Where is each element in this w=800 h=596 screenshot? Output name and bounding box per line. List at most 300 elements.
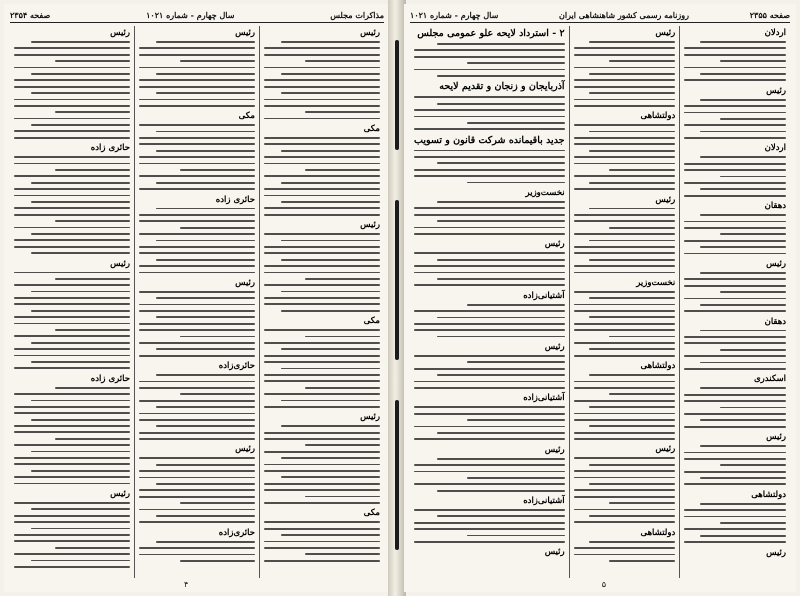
body-text-line (139, 233, 255, 235)
body-text-line (156, 259, 255, 261)
body-text-line (14, 355, 130, 357)
body-text-line (720, 118, 786, 120)
body-text-line (139, 124, 255, 126)
body-text-line (574, 143, 676, 145)
body-text-line (14, 335, 130, 337)
body-text-line (264, 163, 380, 165)
body-text-line (14, 412, 130, 414)
body-text-line (414, 49, 565, 51)
body-text-line (574, 457, 676, 459)
body-text-line (414, 150, 565, 152)
body-text-line (414, 69, 565, 71)
speaker-heading: جدید باقیمانده شرکت قانون و تسویب (413, 134, 565, 146)
body-text-line (437, 317, 565, 319)
body-text-line (414, 329, 565, 331)
body-text-line (574, 291, 676, 293)
body-text-line (589, 208, 675, 210)
body-text-line (264, 380, 380, 382)
body-text-line (14, 79, 130, 81)
body-text-line (589, 374, 675, 376)
body-text-line (139, 137, 255, 139)
body-text-line (14, 188, 130, 190)
right-col-3 (410, 26, 569, 578)
body-text-line (14, 425, 130, 427)
body-text-line (574, 381, 676, 383)
body-text-line (684, 169, 786, 171)
body-text-line (684, 355, 786, 357)
body-text-line (264, 246, 380, 248)
left-col-2 (134, 26, 259, 578)
left-folio: ۴ (184, 580, 189, 589)
speaker-heading: رئیس (110, 258, 130, 269)
body-text-line (700, 330, 786, 332)
body-text-line (156, 374, 255, 376)
body-text-line (156, 483, 255, 485)
body-text-line (281, 534, 380, 536)
body-text-line (589, 464, 675, 466)
body-text-line (684, 227, 786, 229)
body-text-line (574, 156, 676, 158)
body-text-line (700, 304, 786, 306)
body-text-line (264, 47, 380, 49)
body-text-line (467, 182, 565, 184)
body-text-line (414, 541, 565, 543)
body-text-line (467, 419, 565, 421)
speaker-heading: رئیس (655, 194, 676, 205)
body-text-line (14, 483, 130, 485)
body-text-line (700, 246, 786, 248)
body-text-line (139, 86, 255, 88)
body-text-line (684, 221, 786, 223)
speaker-heading: رئیس (360, 220, 380, 231)
body-text-line (589, 425, 675, 427)
body-text-line (720, 176, 786, 178)
body-text-line (264, 438, 380, 440)
body-text-line (684, 413, 786, 415)
body-text-line (684, 240, 786, 242)
speaker-heading: آشتیانی‌زاده (523, 393, 565, 404)
body-text-line (574, 496, 676, 498)
body-text-line (437, 432, 565, 434)
body-text-line (574, 54, 676, 56)
body-text-line (139, 272, 255, 274)
left-header-left: صفحه ۲۳۵۴ (10, 10, 51, 20)
right-columns (410, 26, 790, 578)
body-text-line (180, 502, 255, 504)
body-text-line (574, 137, 676, 139)
body-text-line (139, 246, 255, 248)
body-text-line (574, 323, 676, 325)
body-text-line (264, 470, 380, 472)
body-text-line (684, 541, 786, 543)
body-text-line (437, 75, 565, 77)
body-text-line (14, 272, 130, 274)
body-text-line (14, 86, 130, 88)
speaker-heading: رئیس (544, 444, 565, 455)
body-text-line (264, 175, 380, 177)
body-text-line (684, 163, 786, 165)
body-text-line (139, 67, 255, 69)
body-text-line (414, 96, 565, 98)
body-text-line (14, 175, 130, 177)
body-text-line (264, 297, 380, 299)
body-text-line (14, 99, 130, 101)
body-text-line (264, 188, 380, 190)
body-text-line (684, 195, 786, 197)
body-text-line (589, 515, 675, 517)
body-text-line (700, 99, 786, 101)
body-text-line (264, 329, 380, 331)
body-text-line (139, 521, 255, 523)
body-text-line (264, 252, 380, 254)
body-text-line (589, 483, 675, 485)
body-text-line (14, 137, 130, 139)
body-text-line (684, 278, 786, 280)
body-text-line (139, 79, 255, 81)
body-text-line (305, 387, 380, 389)
body-text-line (264, 195, 380, 197)
body-text-line (684, 79, 786, 81)
body-text-line (31, 310, 130, 312)
body-text-line (55, 60, 130, 62)
body-text-line (156, 515, 255, 517)
body-text-line (14, 431, 130, 433)
body-text-line (14, 214, 130, 216)
body-text-line (264, 406, 380, 408)
body-text-line (31, 451, 130, 453)
body-text-line (589, 259, 675, 261)
speaker-heading: حائری‌زاده (218, 361, 255, 372)
body-text-line (720, 233, 786, 235)
body-text-line (589, 182, 675, 184)
body-text-line (574, 79, 676, 81)
body-text-line (31, 233, 130, 235)
body-text-line (281, 182, 380, 184)
body-text-line (720, 407, 786, 409)
body-text-line (31, 470, 130, 472)
body-text-line (14, 534, 130, 536)
body-text-line (700, 503, 786, 505)
body-text-line (264, 547, 380, 549)
body-text-line (31, 201, 130, 203)
body-text-line (684, 483, 786, 485)
body-text-line (700, 41, 786, 43)
body-text-line (139, 342, 255, 344)
body-text-line (684, 54, 786, 56)
body-text-line (264, 560, 380, 562)
body-text-line (14, 406, 130, 408)
speaker-heading: رئیس (360, 412, 380, 423)
body-text-line (700, 477, 786, 479)
body-text-line (139, 265, 255, 267)
speaker-heading: دهقان (764, 316, 786, 327)
body-text-line (700, 535, 786, 537)
body-text-line (31, 73, 130, 75)
body-text-line (700, 387, 786, 389)
body-text-line (14, 457, 130, 459)
body-text-line (609, 502, 675, 504)
body-text-line (156, 182, 255, 184)
body-text-line (264, 502, 380, 504)
body-text-line (264, 272, 380, 274)
gutter-ink-mark (395, 200, 399, 360)
speaker-heading: رئیس (766, 547, 786, 558)
left-columns (10, 26, 384, 578)
right-running-header (410, 8, 790, 23)
speaker-heading: رئیس (655, 444, 676, 455)
body-text-line (574, 252, 676, 254)
body-text-line (305, 553, 380, 555)
body-text-line (264, 284, 380, 286)
body-text-line (156, 150, 255, 152)
body-text-line (414, 156, 565, 158)
speaker-heading: رئیس (544, 239, 565, 250)
body-text-line (180, 60, 255, 62)
body-text-line (14, 476, 130, 478)
body-text-line (156, 406, 255, 408)
body-text-line (180, 560, 255, 562)
body-text-line (14, 502, 130, 504)
body-text-line (305, 278, 380, 280)
body-text-line (139, 220, 255, 222)
body-text-line (574, 413, 676, 415)
body-text-line (414, 464, 565, 466)
body-text-line (589, 316, 675, 318)
left-header-right: مذاکرات مجلس (330, 10, 384, 20)
body-text-line (589, 240, 675, 242)
speaker-heading: رئیس (544, 547, 565, 558)
body-text-line (414, 128, 565, 130)
body-text-line (139, 99, 255, 101)
body-text-line (574, 489, 676, 491)
body-text-line (14, 316, 130, 318)
body-text-line (684, 47, 786, 49)
body-text-line (589, 297, 675, 299)
body-text-line (264, 521, 380, 523)
body-text-line (14, 207, 130, 209)
body-text-line (414, 227, 565, 229)
body-text-line (700, 445, 786, 447)
body-text-line (264, 451, 380, 453)
body-text-line (414, 272, 565, 274)
body-text-line (305, 111, 380, 113)
body-text-line (14, 297, 130, 299)
body-text-line (414, 509, 565, 511)
speaker-heading: مکی (238, 111, 255, 122)
body-text-line (574, 163, 676, 165)
body-text-line (264, 99, 380, 101)
body-text-line (574, 233, 676, 235)
body-text-line (139, 54, 255, 56)
body-text-line (720, 291, 786, 293)
right-page (404, 4, 796, 592)
body-text-line (55, 547, 130, 549)
body-text-line (139, 438, 255, 440)
body-text-line (589, 541, 675, 543)
body-text-line (14, 227, 130, 229)
body-text-line (414, 368, 565, 370)
body-text-line (700, 362, 786, 364)
body-text-line (264, 265, 380, 267)
body-text-line (414, 413, 565, 415)
body-text-line (281, 201, 380, 203)
body-text-line (414, 265, 565, 267)
body-text-line (14, 367, 130, 369)
body-text-line (684, 298, 786, 300)
body-text-line (139, 47, 255, 49)
body-text-line (139, 381, 255, 383)
body-text-line (414, 426, 565, 428)
body-text-line (264, 105, 380, 107)
body-text-line (31, 252, 130, 254)
speaker-heading: حائری زاده (90, 373, 130, 384)
body-text-line (414, 169, 565, 171)
body-text-line (684, 528, 786, 530)
body-text-line (574, 554, 676, 556)
body-text-line (14, 540, 130, 542)
body-text-line (437, 374, 565, 376)
body-text-line (467, 62, 565, 64)
speaker-heading: رئیس (110, 489, 130, 499)
body-text-line (139, 432, 255, 434)
body-text-line (437, 336, 565, 338)
body-text-line (700, 156, 786, 158)
body-text-line (720, 464, 786, 466)
right-header-center: سال چهارم - شماره ۱۰۲۱ (410, 10, 499, 20)
body-text-line (574, 387, 676, 389)
body-text-line (264, 464, 380, 466)
speaker-heading: ۲ - استرداد لایحه علو عمومی مجلس (417, 28, 565, 39)
speaker-heading: رئیس (235, 277, 255, 288)
body-text-line (684, 452, 786, 454)
body-text-line (264, 156, 380, 158)
right-folio: ۵ (601, 580, 606, 589)
body-text-line (264, 303, 380, 305)
body-text-line (14, 246, 130, 248)
body-text-line (264, 207, 380, 209)
speaker-heading: رئیس (235, 28, 255, 38)
body-text-line (55, 220, 130, 222)
speaker-heading: رئیس (235, 444, 255, 455)
body-text-line (700, 419, 786, 421)
body-text-line (281, 150, 380, 152)
speaker-heading: رئیس (110, 28, 130, 38)
speaker-heading: آشتیانی‌زاده (523, 290, 565, 301)
body-text-line (14, 130, 130, 132)
body-text-line (684, 509, 786, 511)
body-text-line (14, 54, 130, 56)
speaker-heading: نخست‌وزیر (636, 277, 676, 288)
body-text-line (156, 316, 255, 318)
body-text-line (156, 425, 255, 427)
body-text-line (589, 150, 675, 152)
body-text-line (305, 496, 380, 498)
body-text-line (139, 252, 255, 254)
body-text-line (574, 220, 676, 222)
body-text-line (31, 419, 130, 421)
body-text-line (437, 103, 565, 105)
body-text-line (264, 483, 380, 485)
body-text-line (264, 67, 380, 69)
body-text-line (264, 143, 380, 145)
body-text-line (467, 122, 565, 124)
body-text-line (264, 432, 380, 434)
body-text-line (700, 131, 786, 133)
body-text-line (574, 272, 676, 274)
body-text-line (264, 118, 380, 120)
body-text-line (574, 329, 676, 331)
right-col-1 (679, 26, 790, 578)
body-text-line (14, 105, 130, 107)
body-text-line (14, 515, 130, 517)
speaker-heading: آشتیانی‌زاده (523, 496, 565, 507)
body-text-line (574, 67, 676, 69)
body-text-line (700, 188, 786, 190)
body-text-line (437, 278, 565, 280)
body-text-line (31, 400, 130, 402)
body-text-line (574, 188, 676, 190)
body-text-line (139, 355, 255, 357)
speaker-heading: مکی (363, 124, 380, 135)
body-text-line (31, 560, 130, 562)
body-text-line (574, 477, 676, 479)
body-text-line (684, 394, 786, 396)
body-text-line (139, 329, 255, 331)
body-text-line (574, 355, 676, 357)
body-text-line (574, 105, 676, 107)
body-text-line (574, 265, 676, 267)
body-text-line (609, 169, 675, 171)
body-text-line (281, 259, 380, 261)
body-text-line (281, 425, 380, 427)
body-text-line (414, 310, 565, 312)
body-text-line (139, 175, 255, 177)
body-text-line (414, 214, 565, 216)
body-text-line (281, 476, 380, 478)
body-text-line (139, 413, 255, 415)
body-text-line (264, 541, 380, 543)
body-text-line (437, 259, 565, 261)
body-text-line (437, 220, 565, 222)
body-text-line (281, 240, 380, 242)
body-text-line (437, 43, 565, 45)
body-text-line (264, 528, 380, 530)
body-text-line (139, 214, 255, 216)
body-text-line (180, 336, 255, 338)
body-text-line (180, 393, 255, 395)
body-text-line (14, 323, 130, 325)
body-text-line (574, 438, 676, 440)
body-text-line (574, 304, 676, 306)
speaker-heading: مکی (363, 508, 380, 519)
body-text-line (180, 227, 255, 229)
body-text-line (684, 285, 786, 287)
speaker-heading: حائری زاده (215, 194, 255, 205)
gutter-ink-mark (395, 400, 399, 550)
speaker-heading: رئیس (655, 28, 676, 38)
speaker-heading: اسکندری (754, 374, 786, 385)
body-text-line (281, 73, 380, 75)
right-col-2 (569, 26, 680, 578)
body-text-line (139, 291, 255, 293)
right-header-right: صفحه ۲۳۵۵ (749, 10, 790, 20)
body-text-line (609, 60, 675, 62)
speaker-heading: اردلان (764, 28, 786, 38)
body-text-line (684, 471, 786, 473)
body-text-line (156, 541, 255, 543)
speaker-heading: حائری‌زاده (218, 527, 255, 538)
body-text-line (305, 444, 380, 446)
